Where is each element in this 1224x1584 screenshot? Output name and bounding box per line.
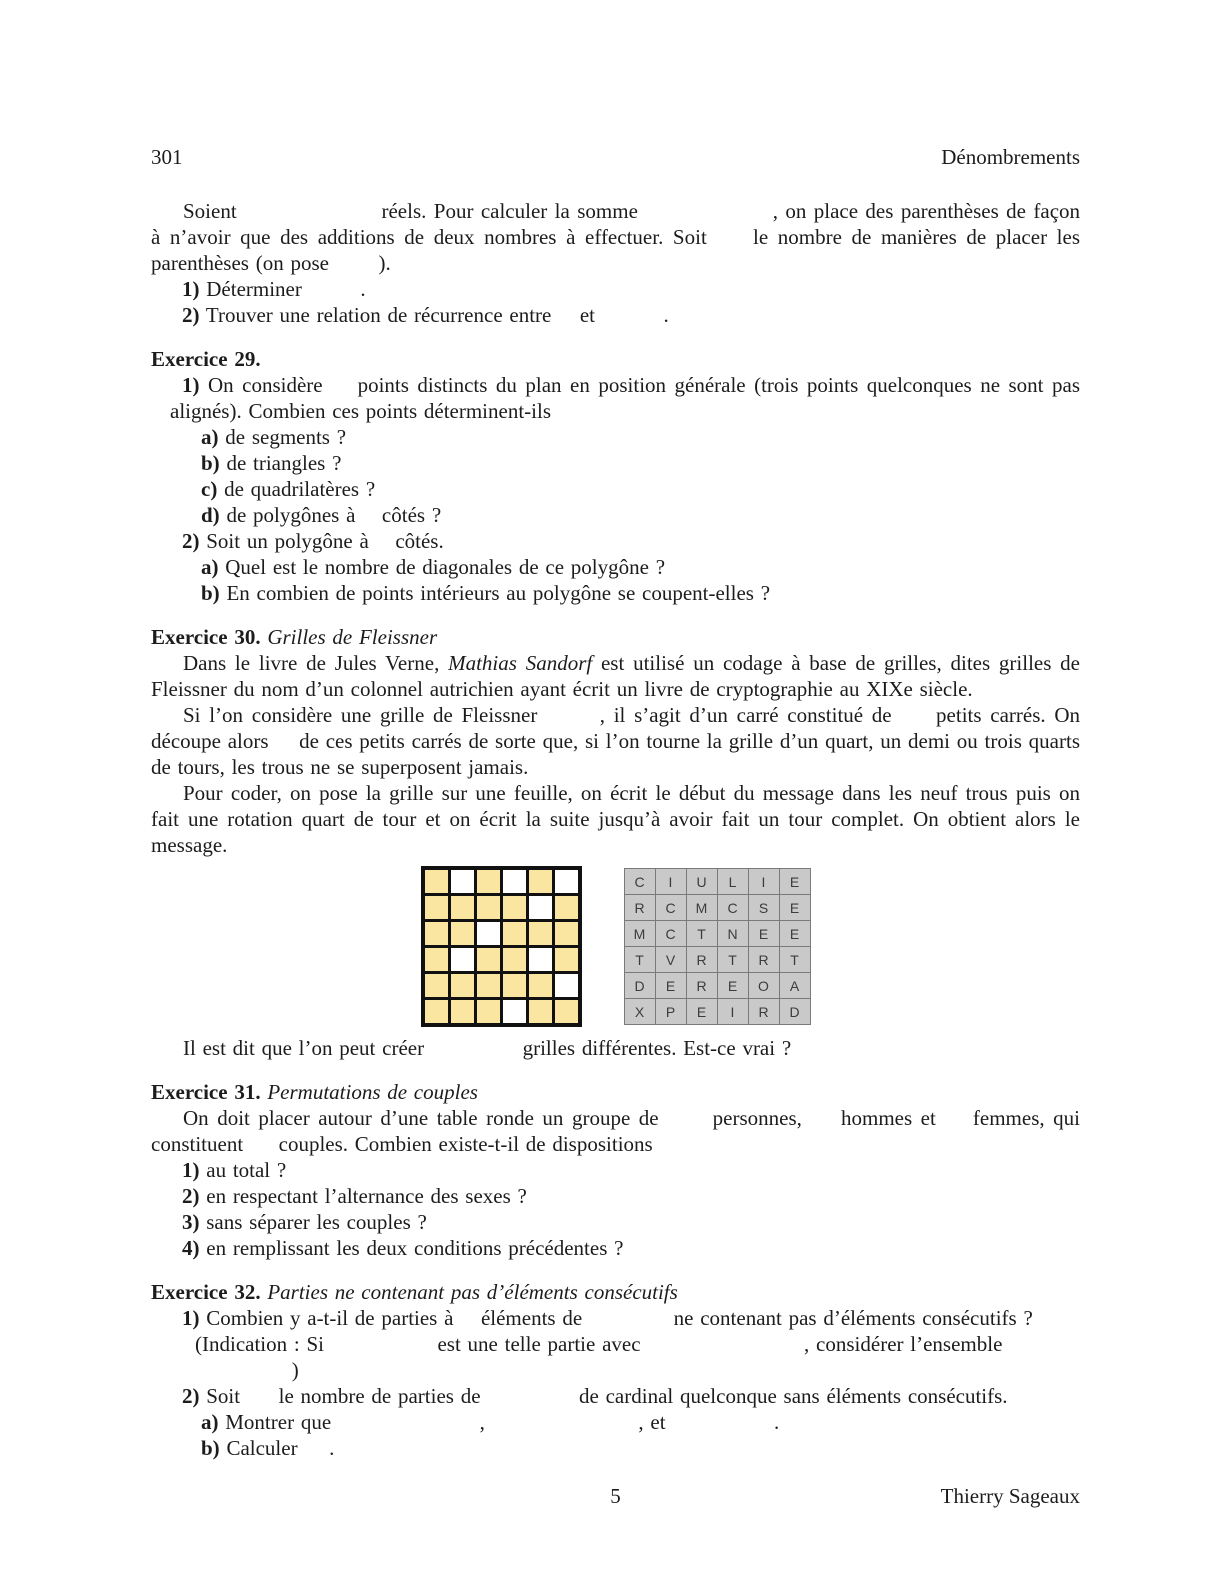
grille-cell [425,974,448,997]
text-run: . [353,277,366,301]
text-run: points distincts du plan en position générale (trois points quelconques ne sont pas alignés). Combien ces points déterminent-ils [170,373,1080,423]
grille-hole-cell [503,870,526,893]
text-run: de cardinal quelconque sans éléments consécutifs. [572,1384,1008,1408]
letter-cell: E [780,921,810,946]
letter-cell: I [749,869,779,894]
text-run: et [573,303,602,327]
text-run: Quel est le nombre de diagonales de ce polygône ? [225,555,666,579]
item-label: a) [201,425,219,449]
text-run: En combien de points intérieurs au polygône se coupent-elles ? [226,581,771,605]
italic-text: Mathias Sandorf [448,651,593,675]
item-label: a) [201,555,219,579]
letter-cell: R [625,895,655,920]
paragraph [151,1035,1080,1061]
letter-cell: I [656,869,686,894]
math-blank [431,1054,516,1055]
grille-cell [555,1000,578,1023]
grille-hole-cell [477,922,500,945]
list-item [151,450,1080,476]
letter-cell: R [687,947,717,972]
item-label: 1) [182,277,200,301]
letter-grid [624,868,811,1025]
letter-cell: C [625,869,655,894]
math-blank [460,1324,474,1325]
letter-cell: E [687,999,717,1024]
text-run: Combien y a-t-il de parties à [206,1306,461,1330]
math-blank [645,217,765,218]
text-run: Soient [183,199,245,223]
text-run: de segments ? [225,425,347,449]
text-run: . [767,1410,780,1434]
list-item [151,502,1080,528]
math-blank [944,1124,964,1125]
letter-cell: I [718,999,748,1024]
letter-cell: S [749,895,779,920]
page-number-footer: 5 [610,1484,621,1508]
grille-cell [555,896,578,919]
letter-cell: C [656,895,686,920]
letter-cell: C [656,921,686,946]
letter-cell: A [780,973,810,998]
text-run: Dans le livre de Jules Verne, [183,651,449,675]
letter-cell: T [625,947,655,972]
grille-hole-cell [529,896,552,919]
math-blank [589,1324,667,1325]
letter-cell: U [687,869,717,894]
list-item [151,1157,1080,1183]
item-label: 3) [182,1210,200,1234]
grille-cell [477,948,500,971]
grille-hole-cell [451,870,474,893]
exercise-heading [151,624,1080,650]
fleissner-grille [421,866,582,1027]
letter-cell: D [625,973,655,998]
grille-cell [477,974,500,997]
text-run: le nombre de parties de [271,1384,488,1408]
grille-cell [529,1000,552,1023]
list-item [151,476,1080,502]
text-run: Déterminer [206,277,309,301]
text-run: Si l’on considère une grille de Fleissner [183,703,547,727]
list-continuation [151,1357,1080,1383]
exercise-heading [151,1079,1080,1105]
item-label: 2) [182,1384,200,1408]
math-blank [810,1124,832,1125]
text-run: est une telle partie avec [430,1332,648,1356]
letter-cell: T [780,947,810,972]
text-run: , on place des parenthèses de façon à n’avoir que des additions de deux nombres à effectuer. Soit [151,199,1081,249]
letter-cell: E [718,973,748,998]
text-run: de triangles ? [226,451,342,475]
content [151,198,1080,1461]
math-blank [336,269,372,270]
exercise-heading [151,346,1080,372]
bold-text: Exercice 32. [151,1280,268,1304]
letter-cell: E [780,869,810,894]
grille-cell [503,896,526,919]
text-run: hommes et [832,1106,945,1130]
item-label: 2) [182,1184,200,1208]
math-blank [309,295,354,296]
math-blank [247,1402,272,1403]
letter-cell: E [749,921,779,946]
grille-cell [555,948,578,971]
grille-hole-cell [529,948,552,971]
text-run: de ces petits carrés de sorte que, si l’on tourne la grille d’un quart, un demi ou trois quarts de tours, les trous ne se superposent jamais. [151,729,1080,779]
italic-text: Permutations de couples [267,1080,478,1104]
text-run: On considère [208,373,332,397]
grille-cell [451,922,474,945]
paragraph [151,650,1080,702]
item-label: 1) [182,1158,200,1182]
grille-cell [477,1000,500,1023]
text-run: en respectant l’alternance des sexes ? [206,1184,527,1208]
letter-cell: E [780,895,810,920]
item-label: a) [201,1410,219,1434]
text-run: , considérer l’ensemble [797,1332,1003,1356]
text-run: grilles différentes. Est-ce vrai ? [515,1036,792,1060]
math-blank [558,321,573,322]
list-item [151,372,1080,424]
letter-cell: R [749,947,779,972]
paragraph [151,702,1080,780]
letter-cell: T [718,947,748,972]
grille-cell [425,896,448,919]
list-continuation [151,1331,1080,1357]
grille-cell [425,870,448,893]
item-label: b) [201,581,220,605]
grille-cell [425,1000,448,1023]
text-run: femmes, qui constituent [151,1106,1080,1156]
letter-cell: R [749,999,779,1024]
letter-cell: L [718,869,748,894]
math-blank [304,1454,322,1455]
math-blank [331,391,349,392]
text-run: personnes, [704,1106,811,1130]
grille-hole-cell [555,870,578,893]
math-blank [331,1350,431,1351]
list-item [151,424,1080,450]
bold-text: Exercice 29. [151,347,261,371]
math-blank [900,721,927,722]
math-blank [667,1124,704,1125]
letter-cell: V [656,947,686,972]
exercise-heading [151,1279,1080,1305]
list-item [151,1409,1080,1435]
letter-cell: R [687,973,717,998]
letter-cell: M [625,921,655,946]
list-item [151,1183,1080,1209]
text-run: au total ? [206,1158,287,1182]
text-run: réels. Pour calculer la somme [374,199,646,223]
item-label: c) [201,477,218,501]
text-run: . [656,303,669,327]
grille-cell [555,922,578,945]
text-run: éléments de [474,1306,589,1330]
grille-cell [529,922,552,945]
text-run: petits carrés. On découpe alors [151,703,1080,753]
fleissner-figure [151,866,1080,1027]
page-header [151,144,1080,170]
item-label: 4) [182,1236,200,1260]
text-run: (Indication : Si [195,1332,331,1356]
text-run: ne contenant pas d’éléments consécutifs ? [666,1306,1033,1330]
item-label: b) [201,451,220,475]
text-run: est utilisé un codage à base de grilles, dites grilles de Fleissner du nom d’un colonnel autrichien ayant écrit un livre de cryptographie au XIXe siècle. [151,651,1080,701]
grille-cell [503,974,526,997]
text-run: . [322,1436,335,1460]
list-item [151,528,1080,554]
grille-cell [503,922,526,945]
paragraph [151,780,1080,858]
list-item [151,1209,1080,1235]
letter-cell: C [718,895,748,920]
italic-text: Parties ne contenant pas d’éléments consécutifs [267,1280,678,1304]
paragraph [151,1105,1080,1157]
text-run: , [472,1410,492,1434]
text-run: couples. Combien existe-t-il de dispositions [271,1132,653,1156]
grille-cell [425,922,448,945]
math-blank [602,321,657,322]
text-run: de quadrilatères ? [224,477,376,501]
list-item [151,302,1080,328]
paragraph [151,198,1080,276]
text-run: , et [631,1410,673,1434]
grille-hole-cell [555,974,578,997]
list-item [151,276,1080,302]
text-run: Trouver une relation de récurrence entre [205,303,559,327]
grille-cell [451,1000,474,1023]
item-label: 1) [182,1306,200,1330]
bold-text: Exercice 31. [151,1080,268,1104]
item-label: 2) [182,303,200,327]
math-blank [487,1402,572,1403]
text-run: On doit placer autour d’une table ronde un groupe de [183,1106,668,1130]
math-blank [244,217,374,218]
math-blank [250,1150,272,1151]
item-label: d) [201,503,220,527]
grille-cell [451,896,474,919]
text-run: sans séparer les couples ? [206,1210,427,1234]
grille-cell [503,948,526,971]
text-run: Montrer que [225,1410,338,1434]
item-label: b) [201,1436,220,1460]
list-item [151,1305,1080,1331]
letter-cell: D [780,999,810,1024]
list-item [151,1435,1080,1461]
text-run: le nombre de manières de placer les parenthèses (on pose [151,225,1080,275]
math-blank [275,747,292,748]
math-blank [492,1428,632,1429]
text-run: de polygônes à [226,503,363,527]
text-run: Pour coder, on pose la grille sur une feuille, on écrit le début du message dans les neuf trous puis on fait une rotation quart de tour et on écrit la suite jusqu’à avoir fait un tour complet. On obtient alors le message. [151,781,1080,857]
text-run: Il est dit que l’on peut créer [183,1036,431,1060]
grille-cell [477,896,500,919]
grille-cell [451,974,474,997]
grille-hole-cell [451,948,474,971]
letter-cell: M [687,895,717,920]
letter-cell: N [718,921,748,946]
math-blank [195,1376,285,1377]
math-blank [716,243,743,244]
math-blank [376,547,389,548]
chapter-title: Dénombrements [941,145,1080,169]
list-item [151,554,1080,580]
text-run: en remplissant les deux conditions précédentes ? [206,1236,624,1260]
text-run: Calculer [226,1436,305,1460]
math-blank [338,1428,473,1429]
math-blank [647,1350,797,1351]
letter-cell: T [687,921,717,946]
text-run: Soit [206,1384,247,1408]
grille-cell [529,974,552,997]
grille-hole-cell [503,1000,526,1023]
text-run: côtés. [388,529,444,553]
letter-cell: P [656,999,686,1024]
grille-cell [425,948,448,971]
list-item [151,580,1080,606]
letter-cell: X [625,999,655,1024]
text-run: Soit un polygône à [206,529,376,553]
item-label: 1) [182,373,200,397]
letter-cell: E [656,973,686,998]
text-run: ). [371,251,391,275]
text-run: , il s’agit d’un carré constitué de [591,703,901,727]
bold-text: Exercice 30. [151,625,268,649]
math-blank [546,721,591,722]
grille-cell [529,870,552,893]
letter-cell: O [749,973,779,998]
list-item [151,1383,1080,1409]
math-blank [362,521,375,522]
text-run: ) [285,1358,299,1382]
grille-cell [477,870,500,893]
math-blank [672,1428,767,1429]
page-number-header: 301 [151,145,183,169]
italic-text: Grilles de Fleissner [267,625,438,649]
item-label: 2) [182,529,200,553]
text-run: côtés ? [375,503,442,527]
list-item [151,1235,1080,1261]
author-name: Thierry Sageaux [940,1484,1080,1508]
